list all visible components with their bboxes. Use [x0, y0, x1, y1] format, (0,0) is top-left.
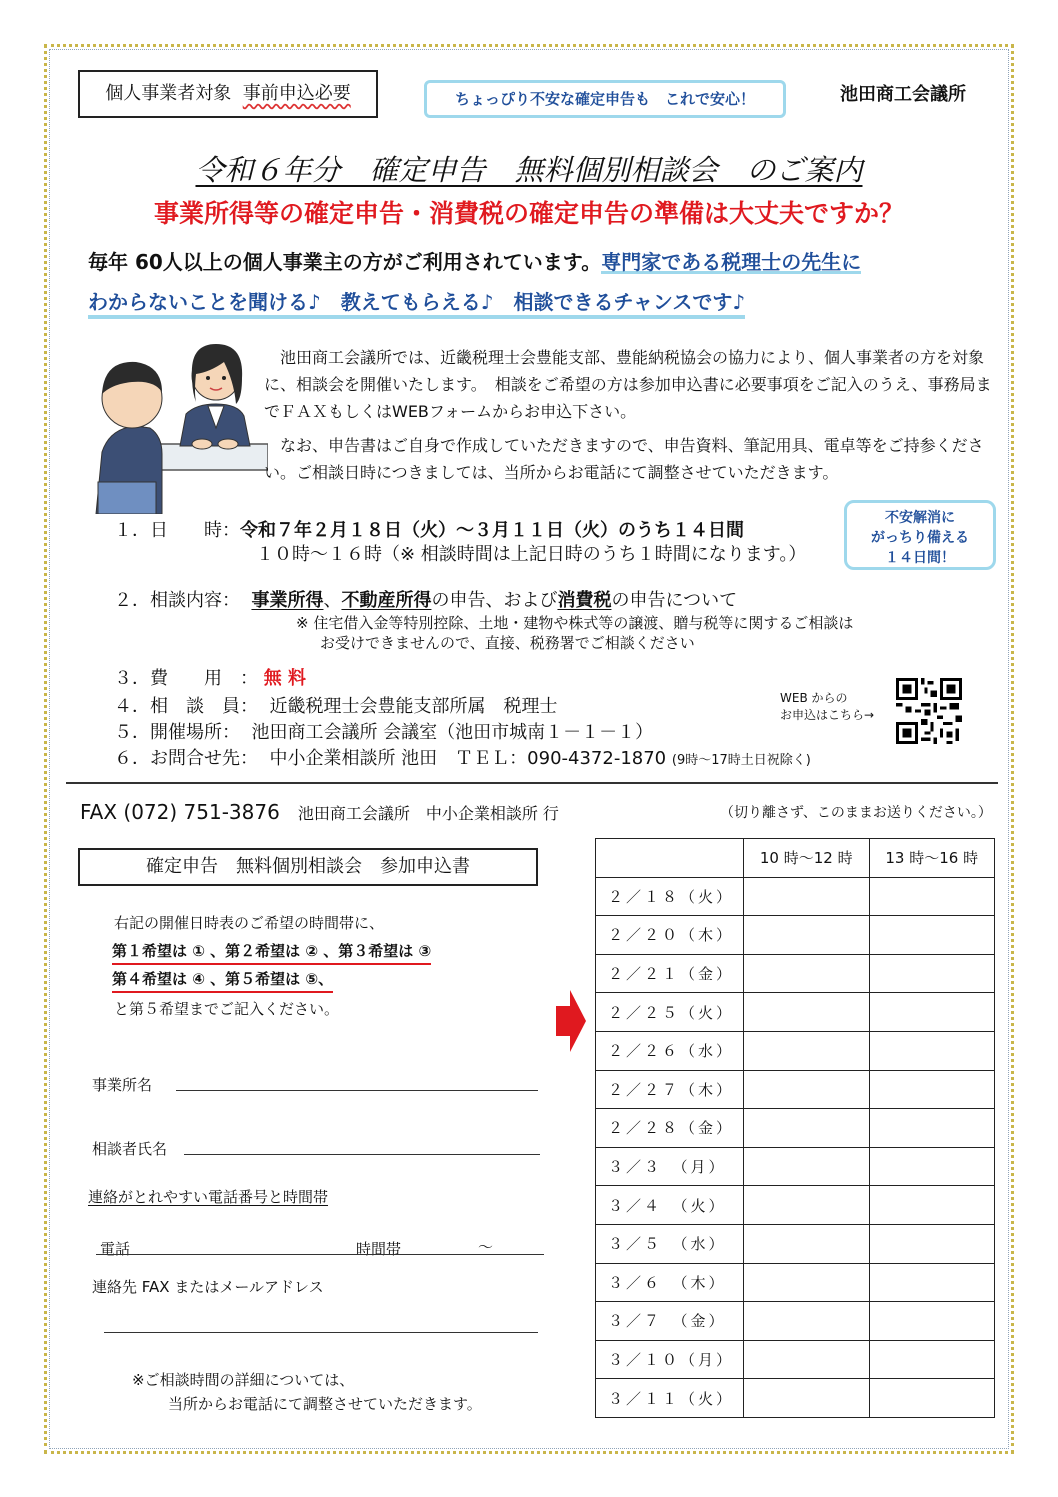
slot-afternoon-cell[interactable]	[869, 1224, 995, 1263]
lead-line-1	[88, 246, 861, 275]
red-arrow-icon	[556, 990, 586, 1052]
item-venue	[114, 718, 653, 744]
intro-paragraph-2: なお、申告書はご自身で作成していただきますので、申告資料、筆記用具、電卓等をご持参ください。ご相談日時につきましては、当所からお電話にて調整させていただきます。	[264, 436, 984, 482]
schedule-body	[596, 877, 995, 1417]
table-row	[596, 1340, 995, 1379]
item-staff	[114, 692, 557, 718]
badge-line-2: がっちり備える	[871, 530, 969, 546]
business-name-label: 事業所名	[92, 1076, 153, 1094]
lead-text: 毎年 60人以上の個人事業主の方がご利用されています。	[88, 250, 602, 274]
content-consumption-tax: 消費税	[557, 590, 612, 611]
time-band-label: 時間帯	[356, 1240, 402, 1258]
content-note-2: お受けできませんので、直接、税務署でご相談ください	[320, 634, 695, 652]
badge-line-3: １４日間！	[885, 550, 955, 566]
table-row	[596, 1031, 995, 1070]
venue-label: ５．開催場所：	[114, 722, 240, 743]
schedule-date: ３／４ （火）	[596, 1186, 744, 1225]
slot-afternoon-cell[interactable]	[869, 1340, 995, 1379]
consultant-name-label: 相談者氏名	[92, 1140, 168, 1158]
badge-line-1: 不安解消に	[885, 510, 955, 526]
slot-afternoon-cell[interactable]	[869, 1186, 995, 1225]
schedule-header-date	[596, 839, 744, 878]
schedule-date: ２／２０（木）	[596, 916, 744, 955]
form-title: 確定申告 無料個別相談会 参加申込書	[78, 848, 538, 886]
slot-afternoon-cell[interactable]	[869, 1147, 995, 1186]
contact-label: ６．お問合せ先：	[114, 748, 258, 769]
slot-morning-cell[interactable]	[744, 877, 870, 916]
schedule-header-afternoon: 13 時～16 時	[869, 839, 995, 878]
web-apply-label	[780, 690, 890, 724]
preference-line-1: 第１希望は ① 、第２希望は ② 、第３希望は ③	[112, 940, 431, 965]
schedule-date: ３／１１（火）	[596, 1379, 744, 1418]
content-separator: 、	[323, 590, 342, 611]
form-instruction-end: と第５希望までご記入ください。	[114, 1000, 340, 1018]
schedule-date: ３／６ （木）	[596, 1263, 744, 1302]
staff-label: ４．相 談 員：	[114, 696, 258, 717]
date-label: １．日 時：	[114, 520, 240, 541]
content-middle: の申告、および	[431, 590, 558, 611]
slot-morning-cell[interactable]	[744, 1379, 870, 1418]
fax-email-field[interactable]	[104, 1332, 538, 1333]
consultation-illustration	[92, 332, 268, 514]
phone-label: 電話	[100, 1240, 131, 1258]
table-row	[596, 1379, 995, 1418]
content-note-1: ※ 住宅借入金等特別控除、土地・建物や株式等の譲渡、贈与税等に関するご相談は	[296, 614, 854, 632]
table-row	[596, 1224, 995, 1263]
lead-highlight-2: わからないことを聞ける♪ 教えてもらえる♪ 相談できるチャンスです♪	[88, 286, 745, 319]
fax-number: FAX (072) 751-3876	[80, 800, 280, 824]
table-row	[596, 1109, 995, 1148]
content-label: ２．相談内容：	[114, 590, 240, 611]
table-row	[596, 916, 995, 955]
schedule-date: ２／２７（木）	[596, 1070, 744, 1109]
item-content	[114, 586, 737, 612]
intro-paragraph-1: 池田商工会議所では、近畿税理士会豊能支部、豊能納税協会の協力により、個人事業者の方を対象に、相談会を開催いたします。 相談をご希望の方は参加申込書に必要事項をご記入のうえ、事務局までＦＡＸもしくはWEBフォームからお申込下さい。	[264, 348, 992, 421]
target-tag	[78, 70, 378, 118]
slot-afternoon-cell[interactable]	[869, 1109, 995, 1148]
fax-header	[80, 800, 559, 824]
footer-line-1: ※ご相談時間の詳細については、	[132, 1371, 355, 1389]
preference-line-2: 第４希望は ④ 、第５希望は ⑤、	[112, 968, 333, 993]
schedule-date: ２／１８（火）	[596, 877, 744, 916]
slot-morning-cell[interactable]	[744, 1263, 870, 1302]
table-row	[596, 877, 995, 916]
item-fee	[114, 664, 306, 690]
content-real-estate-income: 不動産所得	[341, 590, 432, 611]
table-row	[596, 1263, 995, 1302]
cut-line	[66, 782, 998, 784]
slot-morning-cell[interactable]	[744, 954, 870, 993]
slot-morning-cell[interactable]	[744, 993, 870, 1032]
slot-afternoon-cell[interactable]	[869, 954, 995, 993]
contact-value: 中小企業相談所 池田 ＴＥＬ：090-4372-1870	[269, 748, 667, 769]
lead-highlight-1: 専門家である税理士の先生に	[601, 250, 862, 274]
footer-note	[132, 1368, 552, 1416]
fax-note: （切り離さず、このままお送りください。）	[720, 805, 992, 821]
slot-afternoon-cell[interactable]	[869, 916, 995, 955]
slot-afternoon-cell[interactable]	[869, 877, 995, 916]
staff-value: 近畿税理士会豊能支部所属 税理士	[269, 696, 558, 717]
slot-morning-cell[interactable]	[744, 1147, 870, 1186]
slot-morning-cell[interactable]	[744, 1186, 870, 1225]
schedule-date: ２／２６（水）	[596, 1031, 744, 1070]
slot-morning-cell[interactable]	[744, 1031, 870, 1070]
phone-field[interactable]	[96, 1254, 544, 1255]
schedule-table	[595, 838, 995, 1418]
slot-afternoon-cell[interactable]	[869, 1302, 995, 1341]
table-row	[596, 1147, 995, 1186]
content-end: の申告について	[611, 590, 738, 611]
schedule-header-morning: 10 時～12 時	[744, 839, 870, 878]
slot-morning-cell[interactable]	[744, 1070, 870, 1109]
fax-email-label: 連絡先 FAX またはメールアドレス	[92, 1278, 324, 1296]
business-name-field[interactable]	[176, 1090, 538, 1091]
consultant-name-field[interactable]	[184, 1154, 540, 1155]
schedule-date: ３／３ （月）	[596, 1147, 744, 1186]
slot-morning-cell[interactable]	[744, 1340, 870, 1379]
catch-copy: ちょっぴり不安な確定申告も これで安心！	[424, 80, 786, 118]
schedule-date: ３／１０（月）	[596, 1340, 744, 1379]
item-contact	[114, 744, 811, 770]
days-badge	[844, 500, 996, 570]
web-label-line-2: お申込はこちら→	[780, 708, 875, 722]
page-subtitle: 事業所得等の確定申告・消費税の確定申告の準備は大丈夫ですか？	[153, 199, 904, 228]
content-business-income: 事業所得	[251, 590, 324, 611]
date-value: 令和７年２月１８日（火）～３月１１日（火）のうち１４日間	[240, 520, 744, 541]
slot-afternoon-cell[interactable]	[869, 1070, 995, 1109]
slot-morning-cell[interactable]	[744, 1224, 870, 1263]
table-row	[596, 1302, 995, 1341]
schedule-date: ２／２８（金）	[596, 1109, 744, 1148]
target-required: 事前申込必要	[242, 83, 351, 104]
schedule-date: ３／７ （金）	[596, 1302, 744, 1341]
table-row	[596, 1186, 995, 1225]
slot-afternoon-cell[interactable]	[869, 1031, 995, 1070]
table-row	[596, 993, 995, 1032]
slot-afternoon-cell[interactable]	[869, 1379, 995, 1418]
slot-morning-cell[interactable]	[744, 1302, 870, 1341]
venue-value: 池田商工会議所 会議室（池田市城南１－１－１）	[251, 722, 654, 743]
item-date	[114, 516, 744, 542]
slot-afternoon-cell[interactable]	[869, 993, 995, 1032]
phone-heading: 連絡がとれやすい電話番号と時間帯	[88, 1188, 329, 1206]
fee-value: 無 料	[263, 668, 307, 689]
qr-code-icon[interactable]	[896, 678, 962, 744]
contact-hours: (9時～17時土日祝除く)	[671, 753, 811, 768]
form-instruction: 右記の開催日時表のご希望の時間帯に、	[114, 914, 385, 932]
slot-morning-cell[interactable]	[744, 916, 870, 955]
schedule-date: ２／２１（金）	[596, 954, 744, 993]
table-row	[596, 1070, 995, 1109]
schedule-header-row	[596, 839, 995, 878]
fee-label: ３．費 用 ：	[114, 668, 258, 689]
footer-line-2: 当所からお電話にて調整させていただきます。	[168, 1395, 482, 1413]
schedule-date: ２／２５（火）	[596, 993, 744, 1032]
time-band-tilde: ～	[478, 1238, 494, 1256]
organization-name: 池田商工会議所	[840, 84, 966, 105]
page-title: 令和６年分 確定申告 無料個別相談会 のご案内	[195, 153, 863, 187]
web-label-line-1: WEB からの	[780, 691, 848, 705]
slot-morning-cell[interactable]	[744, 1109, 870, 1148]
slot-afternoon-cell[interactable]	[869, 1263, 995, 1302]
item-time: １０時～１６時（※ 相談時間は上記日時のうち１時間になります。）	[256, 544, 807, 565]
fax-recipient: 池田商工会議所 中小企業相談所 行	[297, 804, 559, 823]
target-prefix: 個人事業者対象	[105, 83, 232, 104]
schedule-date: ３／５ （水）	[596, 1224, 744, 1263]
table-row	[596, 954, 995, 993]
